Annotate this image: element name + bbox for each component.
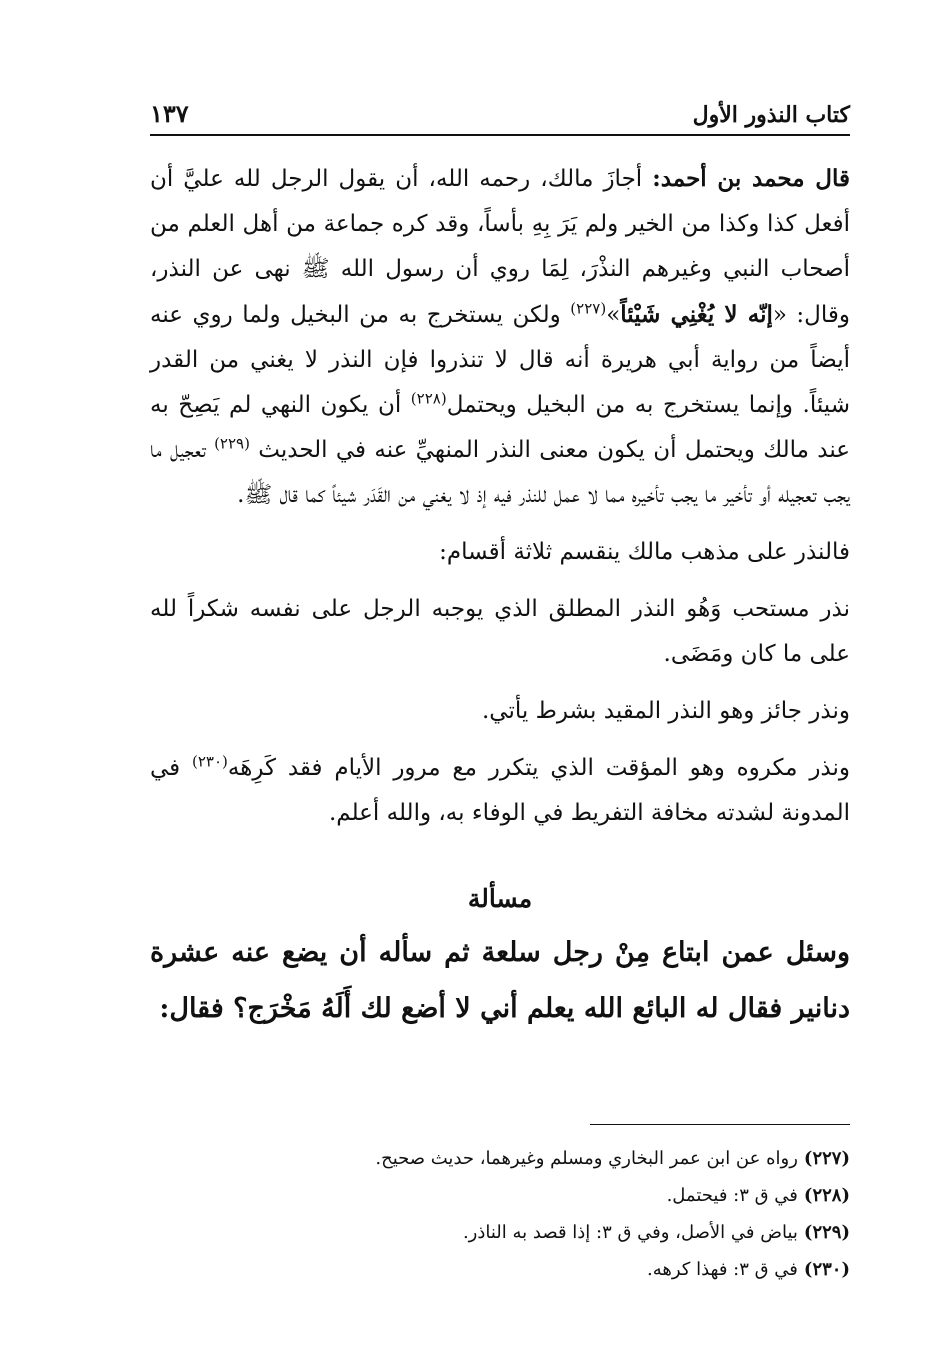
footnote-text: في ق ٣: فهذا كرهه. (646, 1259, 798, 1280)
text-run: أن يكون النهي لم يَصِحّ به عند مالك ويحتمل أن يكون معنى النذر المنهيِّ عنه في الحديث (150, 392, 850, 463)
footnote-text: رواه عن ابن عمر البخاري ومسلم وغيرهما، حديث صحيح. (375, 1148, 798, 1169)
footnote-229 (150, 1214, 850, 1251)
footnote-text: في ق ٣: فيحتمل. (666, 1185, 798, 1206)
footnote-ref-227[interactable]: (٢٢٧) (570, 299, 607, 318)
paragraph-5 (150, 746, 850, 836)
footnote-number: (٢٢٧) (803, 1148, 850, 1169)
text-run: تعجيل ما يجب تعجيله أو تأخير ما يجب تأخيره مما لا عمل للنذر فيه إذ لا يغني من القَدَر شيئاً كما قال ﷺ. (150, 437, 850, 508)
footnote-number: (٢٢٨) (803, 1185, 850, 1206)
footnote-ref-230[interactable]: (٢٣٠) (192, 752, 228, 771)
footnotes (150, 1140, 850, 1288)
footnote-228 (150, 1177, 850, 1214)
section-heading: مسألة (467, 884, 533, 913)
footnote-227 (150, 1140, 850, 1177)
footnote-ref-229[interactable]: (٢٢٩) (214, 434, 250, 453)
hadith-quote: إنّه لا يُغْنِي شَيْئاً (620, 301, 773, 328)
footnote-230 (150, 1251, 850, 1288)
page-number: ١٣٧ (150, 99, 189, 128)
footnote-text: بياض في الأصل، وفي ق ٣: إذا قصد به الناذر. (462, 1222, 798, 1243)
chapter-title: كتاب النذور الأول (692, 102, 850, 128)
text-run: أجازَ مالك، رحمه الله، أن يقول الرجل لله عليَّ أن أفعل كذا وكذا من الخير ولم يَرَ بِهِ بأساً، وقد كره جماعة من أهل العلم من أصحاب النبي وغيرهم النذْرَ، لِمَا روي أن رسول الله ﷺ نهى عن النذر، وقال: « (150, 166, 850, 328)
footnote-number: (٢٢٩) (803, 1222, 850, 1243)
question-paragraph: وسئل عمن ابتاع مِنْ رجل سلعة ثم سأله أن يضع عنه عشرة دنانير فقال له البائع الله يعلم أني لا أضع لك أَلَهُ مَخْرَج؟ فقال: (150, 937, 850, 1024)
paragraph-3: نذر مستحب وَهُو النذر المطلق الذي يوجبه الرجل على نفسه شكراً لله على ما كان ومَضَى. (150, 596, 850, 667)
main-text (150, 156, 850, 1037)
paragraph-4: ونذر جائز وهو النذر المقيد بشرط يأتي. (481, 698, 850, 724)
running-header (150, 92, 850, 136)
paragraph-1 (150, 156, 850, 518)
paragraph-2: فالنذر على مذهب مالك ينقسم ثلاثة أقسام: (439, 539, 850, 565)
text-run: في المدونة لشدته مخافة التفريط في الوفاء به، والله أعلم. (150, 755, 850, 826)
text-run: ونذر مكروه وهو المؤقت الذي يتكرر مع مرور الأيام فقد كَرِهَه (227, 755, 851, 781)
text-run: » (606, 302, 621, 328)
speaker-name: قال محمد بن أحمد: (652, 165, 850, 192)
footnote-number: (٢٣٠) (803, 1259, 850, 1280)
footnote-divider (590, 1124, 850, 1125)
footnote-ref-228[interactable]: (٢٢٨) (410, 389, 447, 408)
text-run: ولكن يستخرج به من البخيل ولما روي عنه أيضاً من رواية أبي هريرة أنه قال لا تنذروا فإن النذر لا يغني من القدر شيئاً. وإنما يستخرج به من البخيل ويحتمل (150, 302, 851, 418)
